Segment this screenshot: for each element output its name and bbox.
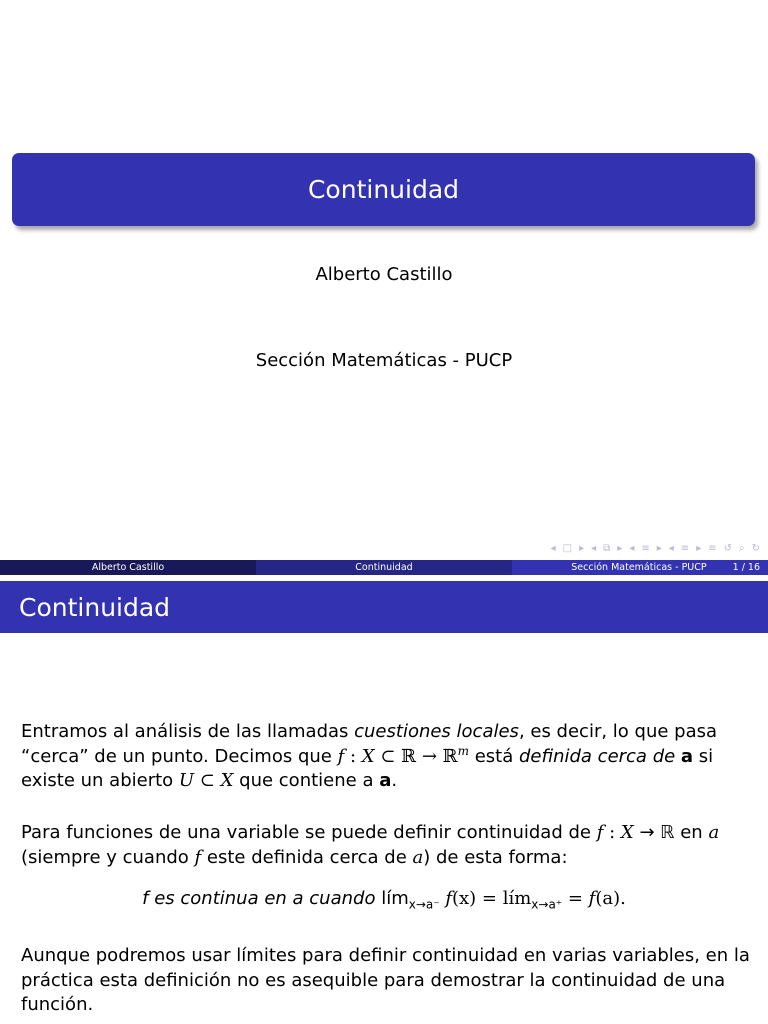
outline-icon[interactable]: ≡ (680, 542, 690, 554)
footline-institute: Sección Matemáticas - PUCP 1 / 16 (512, 560, 768, 575)
paragraph-3: Aunque podremos usar límites para definir continuidad en varias variables, en la práctica esta definición no es asequible para demostrar la continuidad de una función. (21, 945, 750, 1015)
subsection-icon[interactable]: ⧉ (603, 542, 611, 554)
frame-title: Continuidad (0, 581, 768, 633)
slide-title: Continuidad (307, 175, 460, 204)
nav-left-icon[interactable]: ◂ (550, 542, 556, 554)
author-name: Alberto Castillo (315, 264, 453, 285)
redo-icon[interactable]: ↻ (751, 542, 760, 554)
nav-right-icon[interactable]: ▸ (696, 542, 702, 554)
nav-right-icon[interactable]: ▸ (656, 542, 662, 554)
paragraph-1: Entramos al análisis de las llamadas cuestiones locales, es decir, lo que pasa “cerca” de un punto. Decimos que f : X ⊂ ℝ → ℝ$^m$ está definida cerca de a si existe un abierto U ⊂ X que contiene a a. (21, 721, 718, 791)
beamer-nav-symbols (551, 541, 760, 555)
frame-icon[interactable]: □ (562, 542, 573, 554)
nav-left-icon[interactable]: ◂ (668, 542, 674, 554)
nav-right-icon[interactable]: ▸ (617, 542, 623, 554)
nav-left-icon[interactable]: ◂ (629, 542, 635, 554)
undo-icon[interactable]: ↺ (723, 542, 732, 554)
footline-author: Alberto Castillo (0, 560, 256, 575)
section-icon[interactable]: ≡ (641, 542, 650, 554)
footline-title: Continuidad (256, 560, 512, 575)
footline (0, 560, 768, 575)
search-icon[interactable]: ⌕ (739, 542, 745, 554)
continuity-equation: f es continua en a cuando lím$_{x\to a^-}$ f(x) = lím$_{x\to a^+}$ = f(a). (142, 888, 626, 912)
institute-name: Sección Matemáticas - PUCP (255, 350, 513, 371)
paragraph-2: Para funciones de una variable se puede definir continuidad de f : X → ℝ en a (siempre y cuando f este definida cerca de a) de esta forma: (21, 822, 720, 868)
align-icon[interactable]: ≡ (708, 542, 717, 554)
title-banner (12, 153, 755, 226)
nav-right-icon[interactable]: ▸ (579, 542, 585, 554)
page-number: 1 / 16 (732, 562, 760, 573)
nav-left-icon[interactable]: ◂ (591, 542, 597, 554)
